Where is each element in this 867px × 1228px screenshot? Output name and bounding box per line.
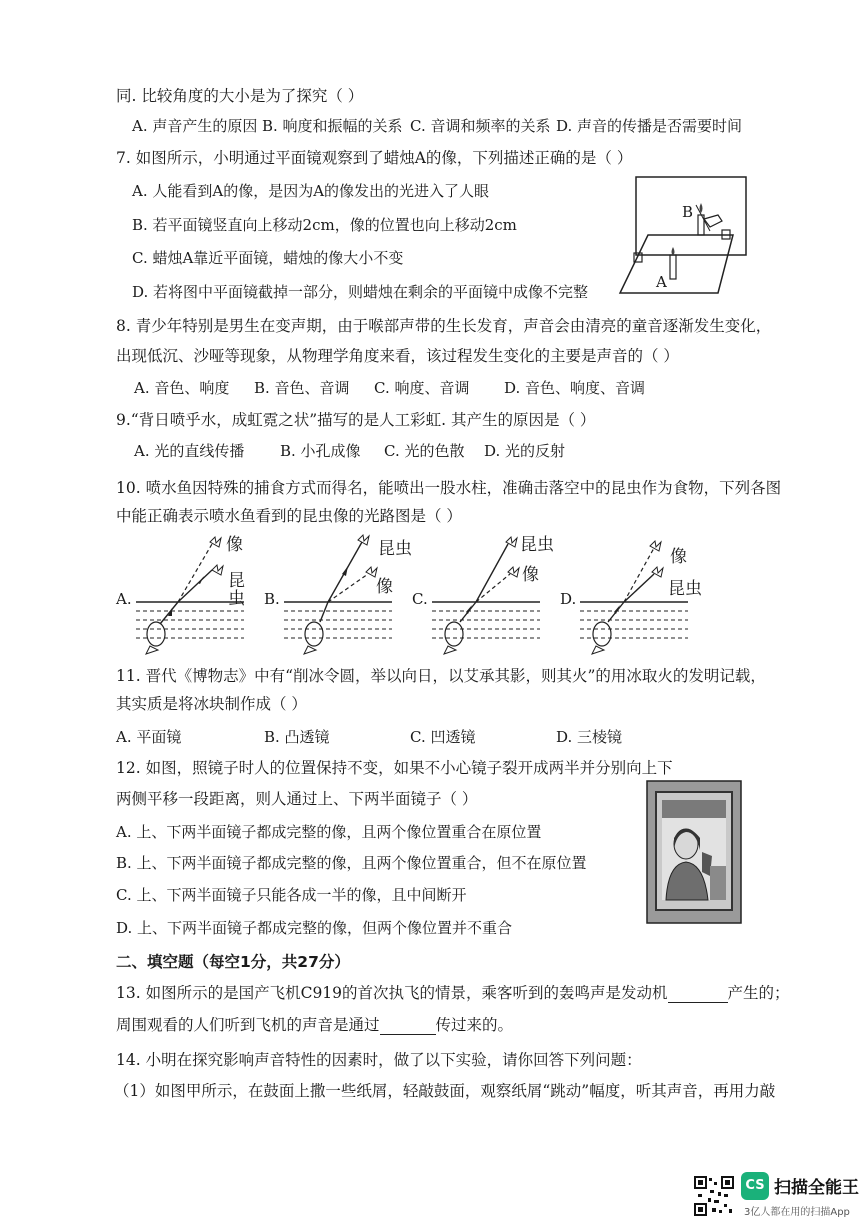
q8-stem-line2: 出现低沉、沙哑等现象，从物理学角度来看，该过程发生变化的主要是声音的（ ）	[116, 347, 679, 365]
q11-option-b: B. 凸透镜	[264, 728, 330, 746]
q10-diagram-b	[262, 532, 412, 664]
q12-option-d: D. 上、下两半面镜子都成完整的像，但两个像位置并不重合	[116, 919, 513, 937]
q6-stem: 同. 比较角度的大小是为了探究（ ）	[116, 87, 364, 105]
q8-option-b: B. 音色、音调	[254, 379, 350, 397]
q7-mirror-candle-figure	[618, 175, 748, 295]
q13-line2	[116, 1015, 513, 1035]
q8-option-d: D. 音色、响度、音调	[504, 379, 646, 397]
q10-diagram-a	[114, 532, 254, 664]
q6-option-b: B. 响度和振幅的关系	[262, 117, 403, 135]
q13-line1	[116, 983, 790, 1003]
q11-option-d: D. 三棱镜	[556, 728, 623, 746]
q10-d-bottom-label: 昆虫	[668, 579, 702, 599]
footer-tagline: 3亿人都在用的扫描App	[744, 1207, 850, 1218]
q10-b-letter: B.	[264, 590, 280, 608]
q7-option-b: B. 若平面镜竖直向上移动2cm，像的位置也向上移动2cm	[132, 216, 517, 234]
q11-option-a: A. 平面镜	[116, 728, 182, 746]
q13-blank-2[interactable]	[380, 1018, 436, 1035]
q9-option-c: C. 光的色散	[384, 442, 465, 460]
q13-line2-part2: 传过来的。	[435, 1016, 514, 1034]
q10-stem-line2: 中能正确表示喷水鱼看到的昆虫像的光路图是（ ）	[116, 507, 462, 525]
q10-c-letter: C.	[412, 590, 428, 608]
q12-option-b: B. 上、下两半面镜子都成完整的像，且两个像位置重合，但不在原位置	[116, 854, 587, 872]
q8-stem-line1: 8. 青少年特别是男生在变声期，由于喉部声带的生长发育，声音会由清亮的童音逐渐发生变化，	[116, 317, 772, 335]
q7-figure-label-a: A	[656, 273, 667, 291]
q13-line1-part2: 产生的；	[727, 984, 790, 1002]
q9-stem: 9.“背日喷乎水，成虹霓之状”描写的是人工彩虹. 其产生的原因是（ ）	[116, 411, 596, 429]
q12-stem-line2: 两侧平移一段距离，则人通过上、下两半面镜子（ ）	[116, 790, 478, 808]
footer-brand: 扫描全能王	[774, 1178, 859, 1198]
q10-c-top-label: 昆虫	[520, 535, 554, 555]
q14-part1: （1）如图甲所示，在鼓面上撒一些纸屑，轻敲鼓面，观察纸屑“跳动”幅度，听其声音，再用力敲	[114, 1082, 776, 1100]
q10-diagram-c	[410, 532, 560, 664]
q10-b-top-label: 昆虫	[378, 539, 412, 559]
q13-line1-part1: 13. 如图所示的是国产飞机C919的首次执飞的情景，乘客听到的轰鸣声是发动机	[116, 984, 668, 1002]
q12-option-a: A. 上、下两半面镜子都成完整的像，且两个像位置重合在原位置	[116, 823, 542, 841]
q11-stem-line1: 11. 晋代《博物志》中有“削冰令圆，举以向日，以艾承其影，则其火”的用冰取火的发明记载，	[116, 667, 766, 685]
q7-option-d: D. 若将图中平面镜截掉一部分，则蜡烛在剩余的平面镜中成像不完整	[132, 283, 589, 301]
q7-option-a: A. 人能看到A的像，是因为A的像发出的光进入了人眼	[132, 182, 490, 200]
q9-option-d: D. 光的反射	[484, 442, 566, 460]
camscanner-logo-text: CS	[745, 1178, 765, 1193]
q14-stem: 14. 小明在探究影响声音特性的因素时，做了以下实验，请你回答下列问题：	[116, 1051, 642, 1069]
q13-line2-part1: 周围观看的人们听到飞机的声音是通过	[116, 1016, 380, 1034]
q12-option-c: C. 上、下两半面镜子只能各成一半的像，且中间断开	[116, 886, 467, 904]
q10-diagram-d	[558, 532, 708, 664]
q7-figure-label-b: B	[682, 203, 694, 221]
q9-option-b: B. 小孔成像	[280, 442, 361, 460]
q10-a-bottom-label: 昆虫	[228, 571, 245, 609]
q7-option-c: C. 蜡烛A靠近平面镜，蜡烛的像大小不变	[132, 249, 404, 267]
q6-option-d: D. 声音的传播是否需要时间	[556, 117, 743, 135]
q6-option-c: C. 音调和频率的关系	[410, 117, 551, 135]
qr-code	[694, 1176, 734, 1216]
q12-mirror-photo	[646, 780, 742, 924]
q10-stem-line1: 10. 喷水鱼因特殊的捕食方式而得名，能喷出一股水柱，准确击落空中的昆虫作为食物，下列各图	[116, 479, 782, 497]
q13-blank-1[interactable]	[668, 986, 728, 1003]
q10-d-letter: D.	[560, 590, 577, 608]
q9-option-a: A. 光的直线传播	[134, 442, 245, 460]
camscanner-logo-icon	[741, 1172, 769, 1200]
q8-option-a: A. 音色、响度	[134, 379, 230, 397]
q11-stem-line2: 其实质是将冰块制作成（ ）	[116, 695, 307, 713]
q7-stem: 7. 如图所示，小明通过平面镜观察到了蜡烛A的像，下列描述正确的是（ ）	[116, 149, 633, 167]
q10-a-top-label: 像	[226, 535, 243, 555]
q6-option-a: A. 声音产生的原因	[132, 117, 258, 135]
q10-a-letter: A.	[116, 590, 132, 608]
q12-stem-line1: 12. 如图，照镜子时人的位置保持不变，如果不小心镜子裂开成两半并分别向上下	[116, 759, 673, 777]
q10-d-top-label: 像	[670, 547, 687, 567]
section2-heading: 二、填空题（每空1分，共27分）	[116, 953, 350, 971]
q8-option-c: C. 响度、音调	[374, 379, 470, 397]
q10-c-bottom-label: 像	[522, 565, 539, 585]
q11-option-c: C. 凹透镜	[410, 728, 476, 746]
q10-b-bottom-label: 像	[376, 577, 393, 597]
